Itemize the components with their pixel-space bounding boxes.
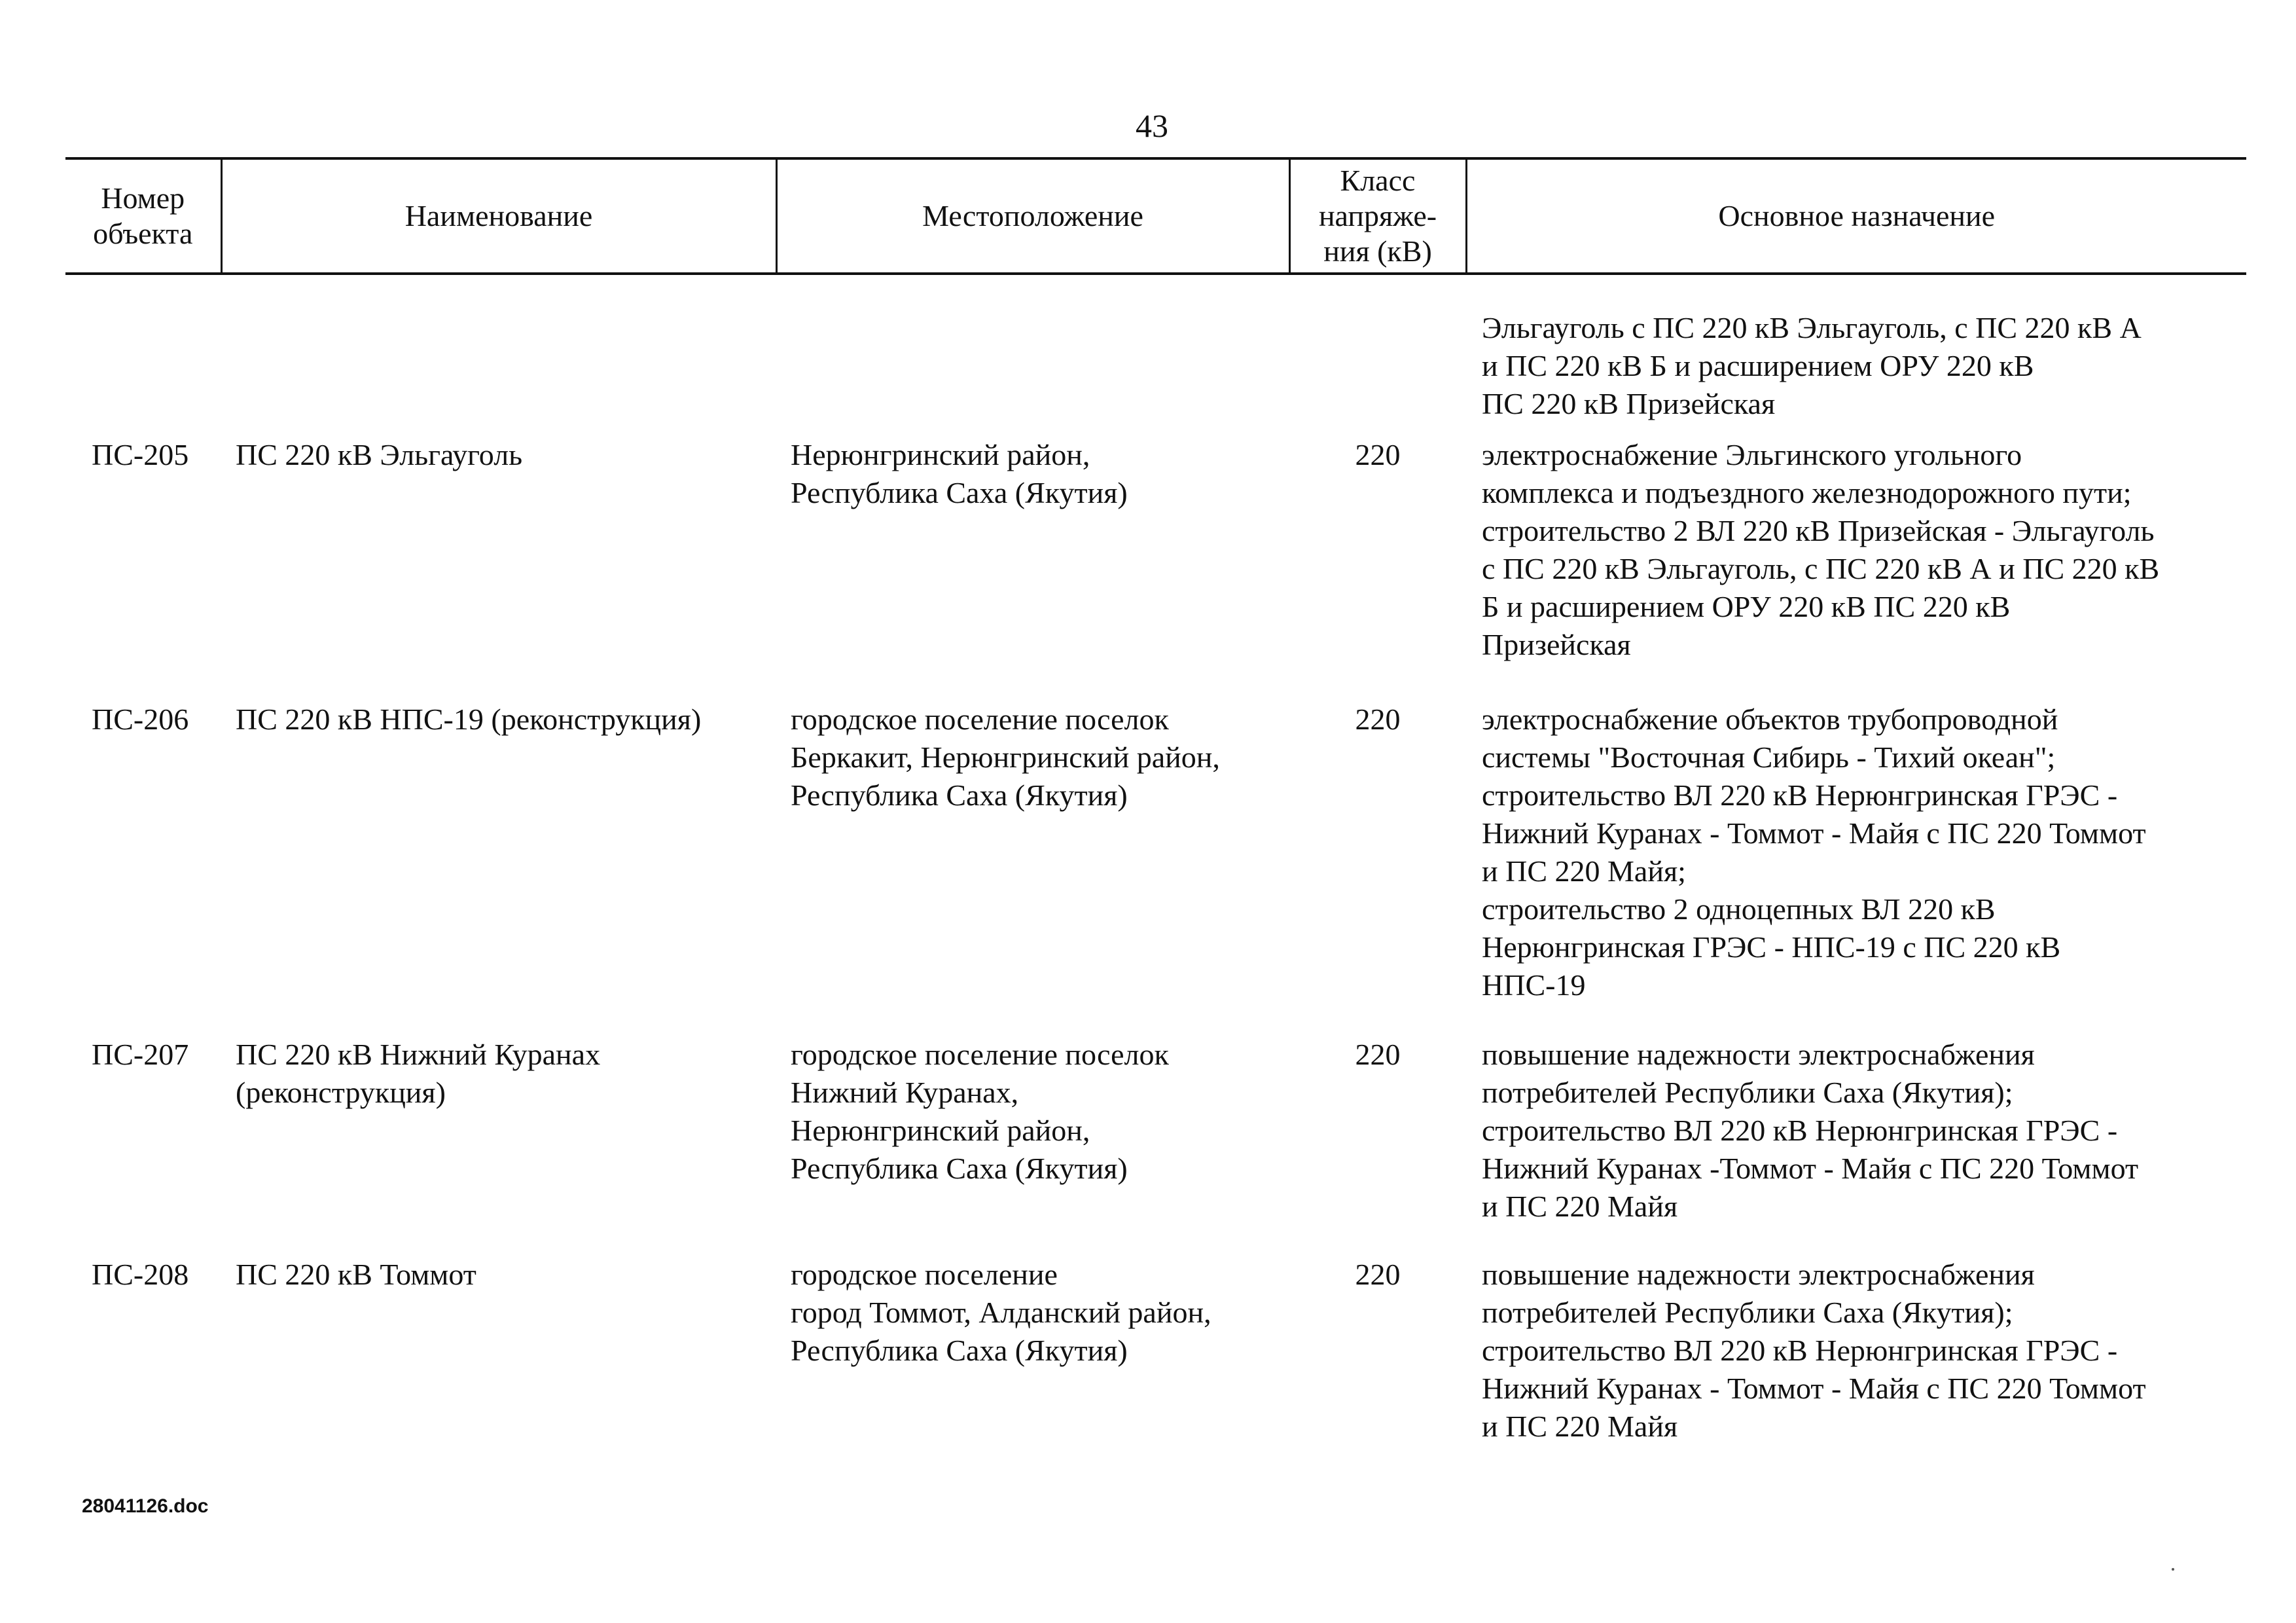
object-purpose: повышение надежности электроснабжения потребителей Республики Саха (Якутия); строительство ВЛ 220 кВ Нерюнгринская ГРЭС - Нижний Куранах - Томмот - Майя с ПС 220 Томмот и ПС 220 Майя xyxy=(1482,1258,2146,1443)
table-row xyxy=(65,436,2246,701)
object-purpose: электроснабжение объектов трубопроводной системы "Восточная Сибирь - Тихий океан"; строительство ВЛ 220 кВ Нерюнгринская ГРЭС - Нижний Куранах - Томмот - Майя с ПС 220 Томмот и ПС 220 Майя; строительство 2 одноцепных ВЛ 220 кВ Нерюнгринская ГРЭС - НПС-19 с ПС 220 кВ НПС-19 xyxy=(1482,702,2146,1002)
table-row xyxy=(65,1256,2246,1452)
object-purpose: повышение надежности электроснабжения потребителей Республики Саха (Якутия); строительство ВЛ 220 кВ Нерюнгринская ГРЭС - Нижний Куранах -Томмот - Майя с ПС 220 Томмот и ПС 220 Майя xyxy=(1482,1038,2139,1223)
continuation-purpose: Эльгауголь с ПС 220 кВ Эльгауголь, с ПС 220 кВ А и ПС 220 кВ Б и расширением ОРУ 220 кВ ПС 220 кВ Призейская xyxy=(1482,311,2142,420)
object-number: ПС-207 xyxy=(92,1038,189,1071)
object-number: ПС-208 xyxy=(92,1258,189,1291)
object-name: ПС 220 кВ Томмот xyxy=(236,1258,476,1291)
object-name: ПС 220 кВ Эльгауголь xyxy=(236,438,523,471)
object-number: ПС-206 xyxy=(92,702,189,736)
object-location: Нерюнгринский район, Республика Саха (Якутия) xyxy=(791,438,1128,509)
object-location: городское поселение город Томмот, Алданский район, Республика Саха (Якутия) xyxy=(791,1258,1211,1367)
object-number: ПС-205 xyxy=(92,438,189,471)
header-purpose: Основное назначение xyxy=(1466,158,2246,274)
object-voltage: 220 xyxy=(1355,702,1401,736)
object-voltage: 220 xyxy=(1355,1258,1401,1291)
object-location: городское поселение поселок Беркакит, Нерюнгринский район, Республика Саха (Якутия) xyxy=(791,702,1220,812)
scan-artifact-dot xyxy=(2172,1568,2174,1571)
table-row-continuation xyxy=(65,274,2246,436)
table-header xyxy=(65,158,2246,274)
header-name: Наименование xyxy=(221,158,776,274)
table-body xyxy=(65,274,2246,1452)
object-voltage: 220 xyxy=(1355,1038,1401,1071)
table-row xyxy=(65,1036,2246,1256)
header-location: Местоположение xyxy=(776,158,1289,274)
object-voltage: 220 xyxy=(1355,438,1401,471)
header-voltage-class: Класс напряже- ния (кВ) xyxy=(1289,158,1466,274)
objects-table xyxy=(65,157,2246,1452)
object-name: ПС 220 кВ Нижний Куранах (реконструкция) xyxy=(236,1038,601,1109)
document-file-code: 28041126.doc xyxy=(82,1495,209,1517)
object-location: городское поселение поселок Нижний Куранах, Нерюнгринский район, Республика Саха (Якутия) xyxy=(791,1038,1169,1185)
object-purpose: электроснабжение Эльгинского угольного комплекса и подъездного железнодорожного пути; строительство 2 ВЛ 220 кВ Призейская - Эльгауголь с ПС 220 кВ Эльгауголь, с ПС 220 кВ А и ПС 220 кВ Б и расширением ОРУ 220 кВ ПС 220 кВ Призейская xyxy=(1482,438,2160,661)
table-row xyxy=(65,701,2246,1036)
header-object-number: Номер объекта xyxy=(65,158,221,274)
page-number: 43 xyxy=(1136,107,1168,144)
object-name: ПС 220 кВ НПС-19 (реконструкция) xyxy=(236,702,702,736)
